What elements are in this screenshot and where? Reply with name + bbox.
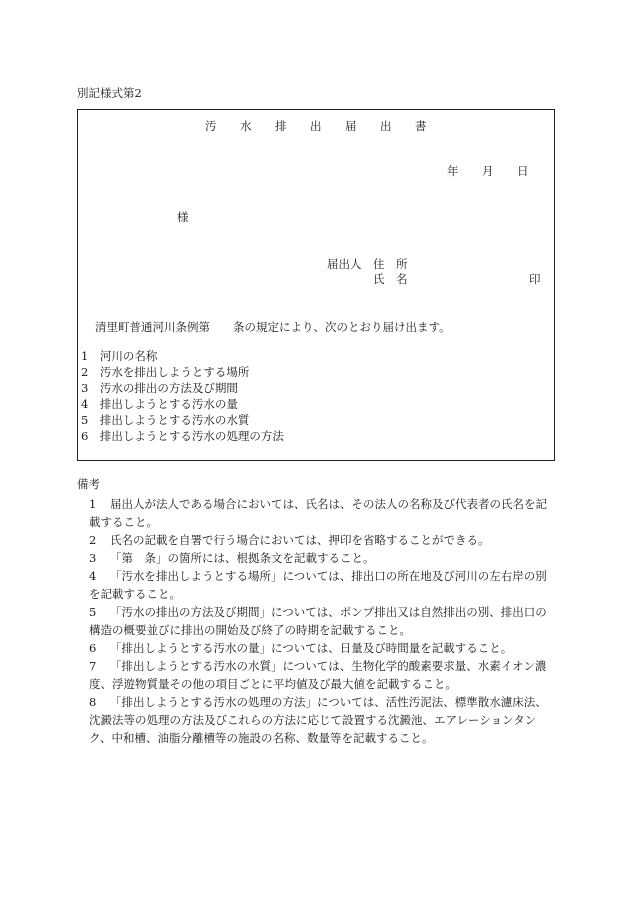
- date-day-label: 日: [517, 164, 529, 178]
- item-2: 2 汚水を排出しようとする場所: [81, 365, 250, 379]
- remark-5: 5 「汚水の排出の方法及び期間」については、ポンプ排出又は自然排出の別、排出口の 構造の概要並びに排出の開始及び終了の時期を記載すること。: [89, 605, 547, 637]
- item-6: 6 排出しようとする汚水の処理の方法: [81, 429, 284, 443]
- remark-1: 1 届出人が法人である場合においては、氏名は、その法人の名称及び代表者の氏名を記 載すること。: [89, 497, 547, 529]
- title-char: 出: [310, 119, 322, 133]
- statement: 清里町普通河川条例第 条の規定により、次のとおり届け出ます。: [95, 320, 451, 334]
- remark-2: 2 氏名の記載を自署で行う場合においては、押印を省略することができる。: [89, 533, 490, 547]
- title-char: 出: [380, 119, 392, 133]
- title-char: 水: [240, 119, 252, 133]
- remark-4: 4 「汚水を排出しようとする場所」については、排出口の所在地及び河川の左右岸の別 を記載すること。: [89, 569, 547, 601]
- remark-8: 8 「排出しようとする汚水の処理の方法」については、活性汚泥法、標準散水濾床法、 沈澱法等の処理の方法及びこれらの方法に応じて設置する沈澱池、エアレーションタン ク、中和槽、油脂分離槽等の施設の名称、数量等を記載すること。: [89, 695, 547, 745]
- title-char: 書: [415, 119, 427, 133]
- remarks-heading: 備考: [77, 477, 100, 491]
- name-label: 氏 名: [373, 272, 408, 286]
- remark-3: 3 「第 条」の箇所には、根拠条文を記載すること。: [89, 551, 375, 565]
- remarks-section: [77, 475, 567, 747]
- seal-mark: 印: [529, 272, 541, 286]
- item-5: 5 排出しようとする汚水の水質: [81, 413, 250, 427]
- date-year-label: 年: [447, 164, 459, 178]
- item-3: 3 汚水の排出の方法及び期間: [81, 381, 238, 395]
- item-1: 1 河川の名称: [81, 349, 158, 363]
- title-char: 汚: [205, 119, 217, 133]
- addressee-suffix: 様: [177, 210, 189, 224]
- form-number: 別記様式第2: [77, 86, 142, 100]
- address-label: 住 所: [373, 257, 408, 271]
- item-4: 4 排出しようとする汚水の量: [81, 397, 238, 411]
- applicant-label: 届出人: [327, 257, 362, 271]
- date-month-label: 月: [482, 164, 494, 178]
- remark-7: 7 「排出しようとする汚水の水質」については、生物化学的酸素要求量、水素イオン濃 度、浮遊物質量その他の項目ごとに平均値及び最大値を記載すること。: [89, 659, 547, 691]
- remark-6: 6 「排出しようとする汚水の量」については、日量及び時間量を記載すること。: [89, 641, 513, 655]
- title-char: 排: [275, 119, 287, 133]
- title-char: 届: [345, 119, 357, 133]
